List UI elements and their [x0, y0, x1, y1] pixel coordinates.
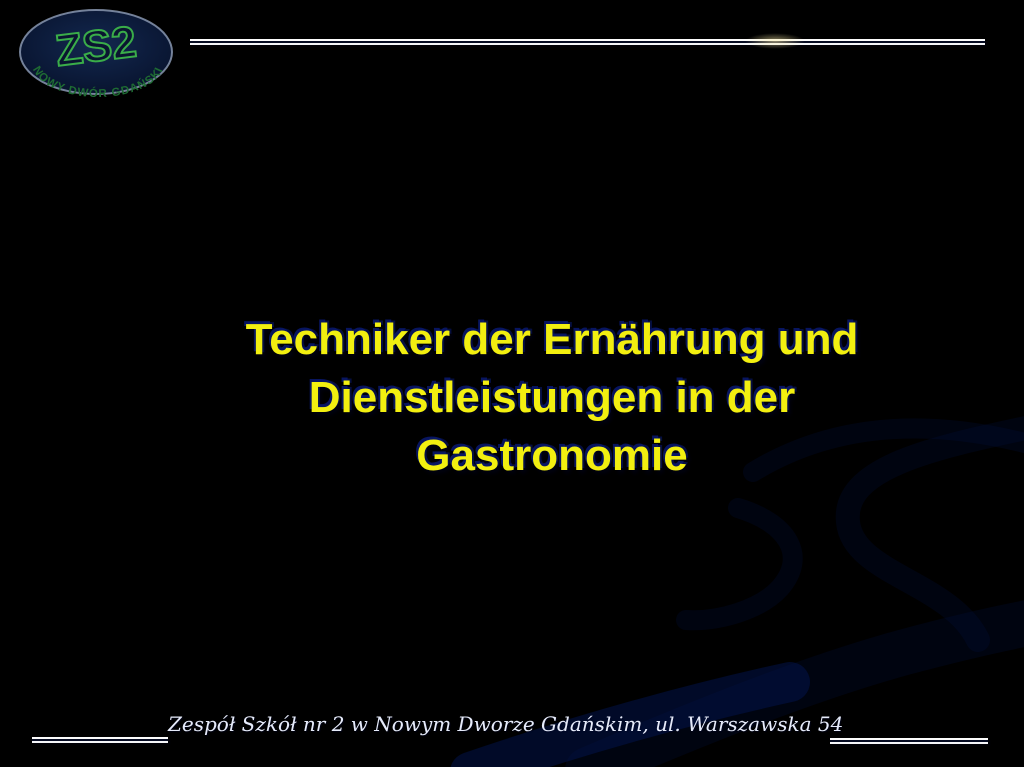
slide-title-line-3: Gastronomie: [416, 431, 688, 480]
logo-zs2-text: ZS2: [52, 17, 139, 76]
slide-title: [90, 311, 1014, 485]
top-divider-glow: [745, 33, 805, 49]
slide-title-line-2: Dienstleistungen in der: [308, 373, 796, 422]
top-divider-line: [190, 39, 985, 45]
school-logo: [16, 5, 174, 97]
footer-school-address: Zespół Szkół nr 2 w Nowym Dworze Gdańskim, ul. Warszawska 54: [168, 712, 844, 736]
slide-title-line-1: Techniker der Ernährung und: [245, 315, 859, 364]
footer-divider-right: [830, 738, 988, 744]
footer-divider-left: [32, 737, 168, 743]
logo-arc-text: NOWY DWÓR GDAŃSKI: [30, 64, 166, 97]
